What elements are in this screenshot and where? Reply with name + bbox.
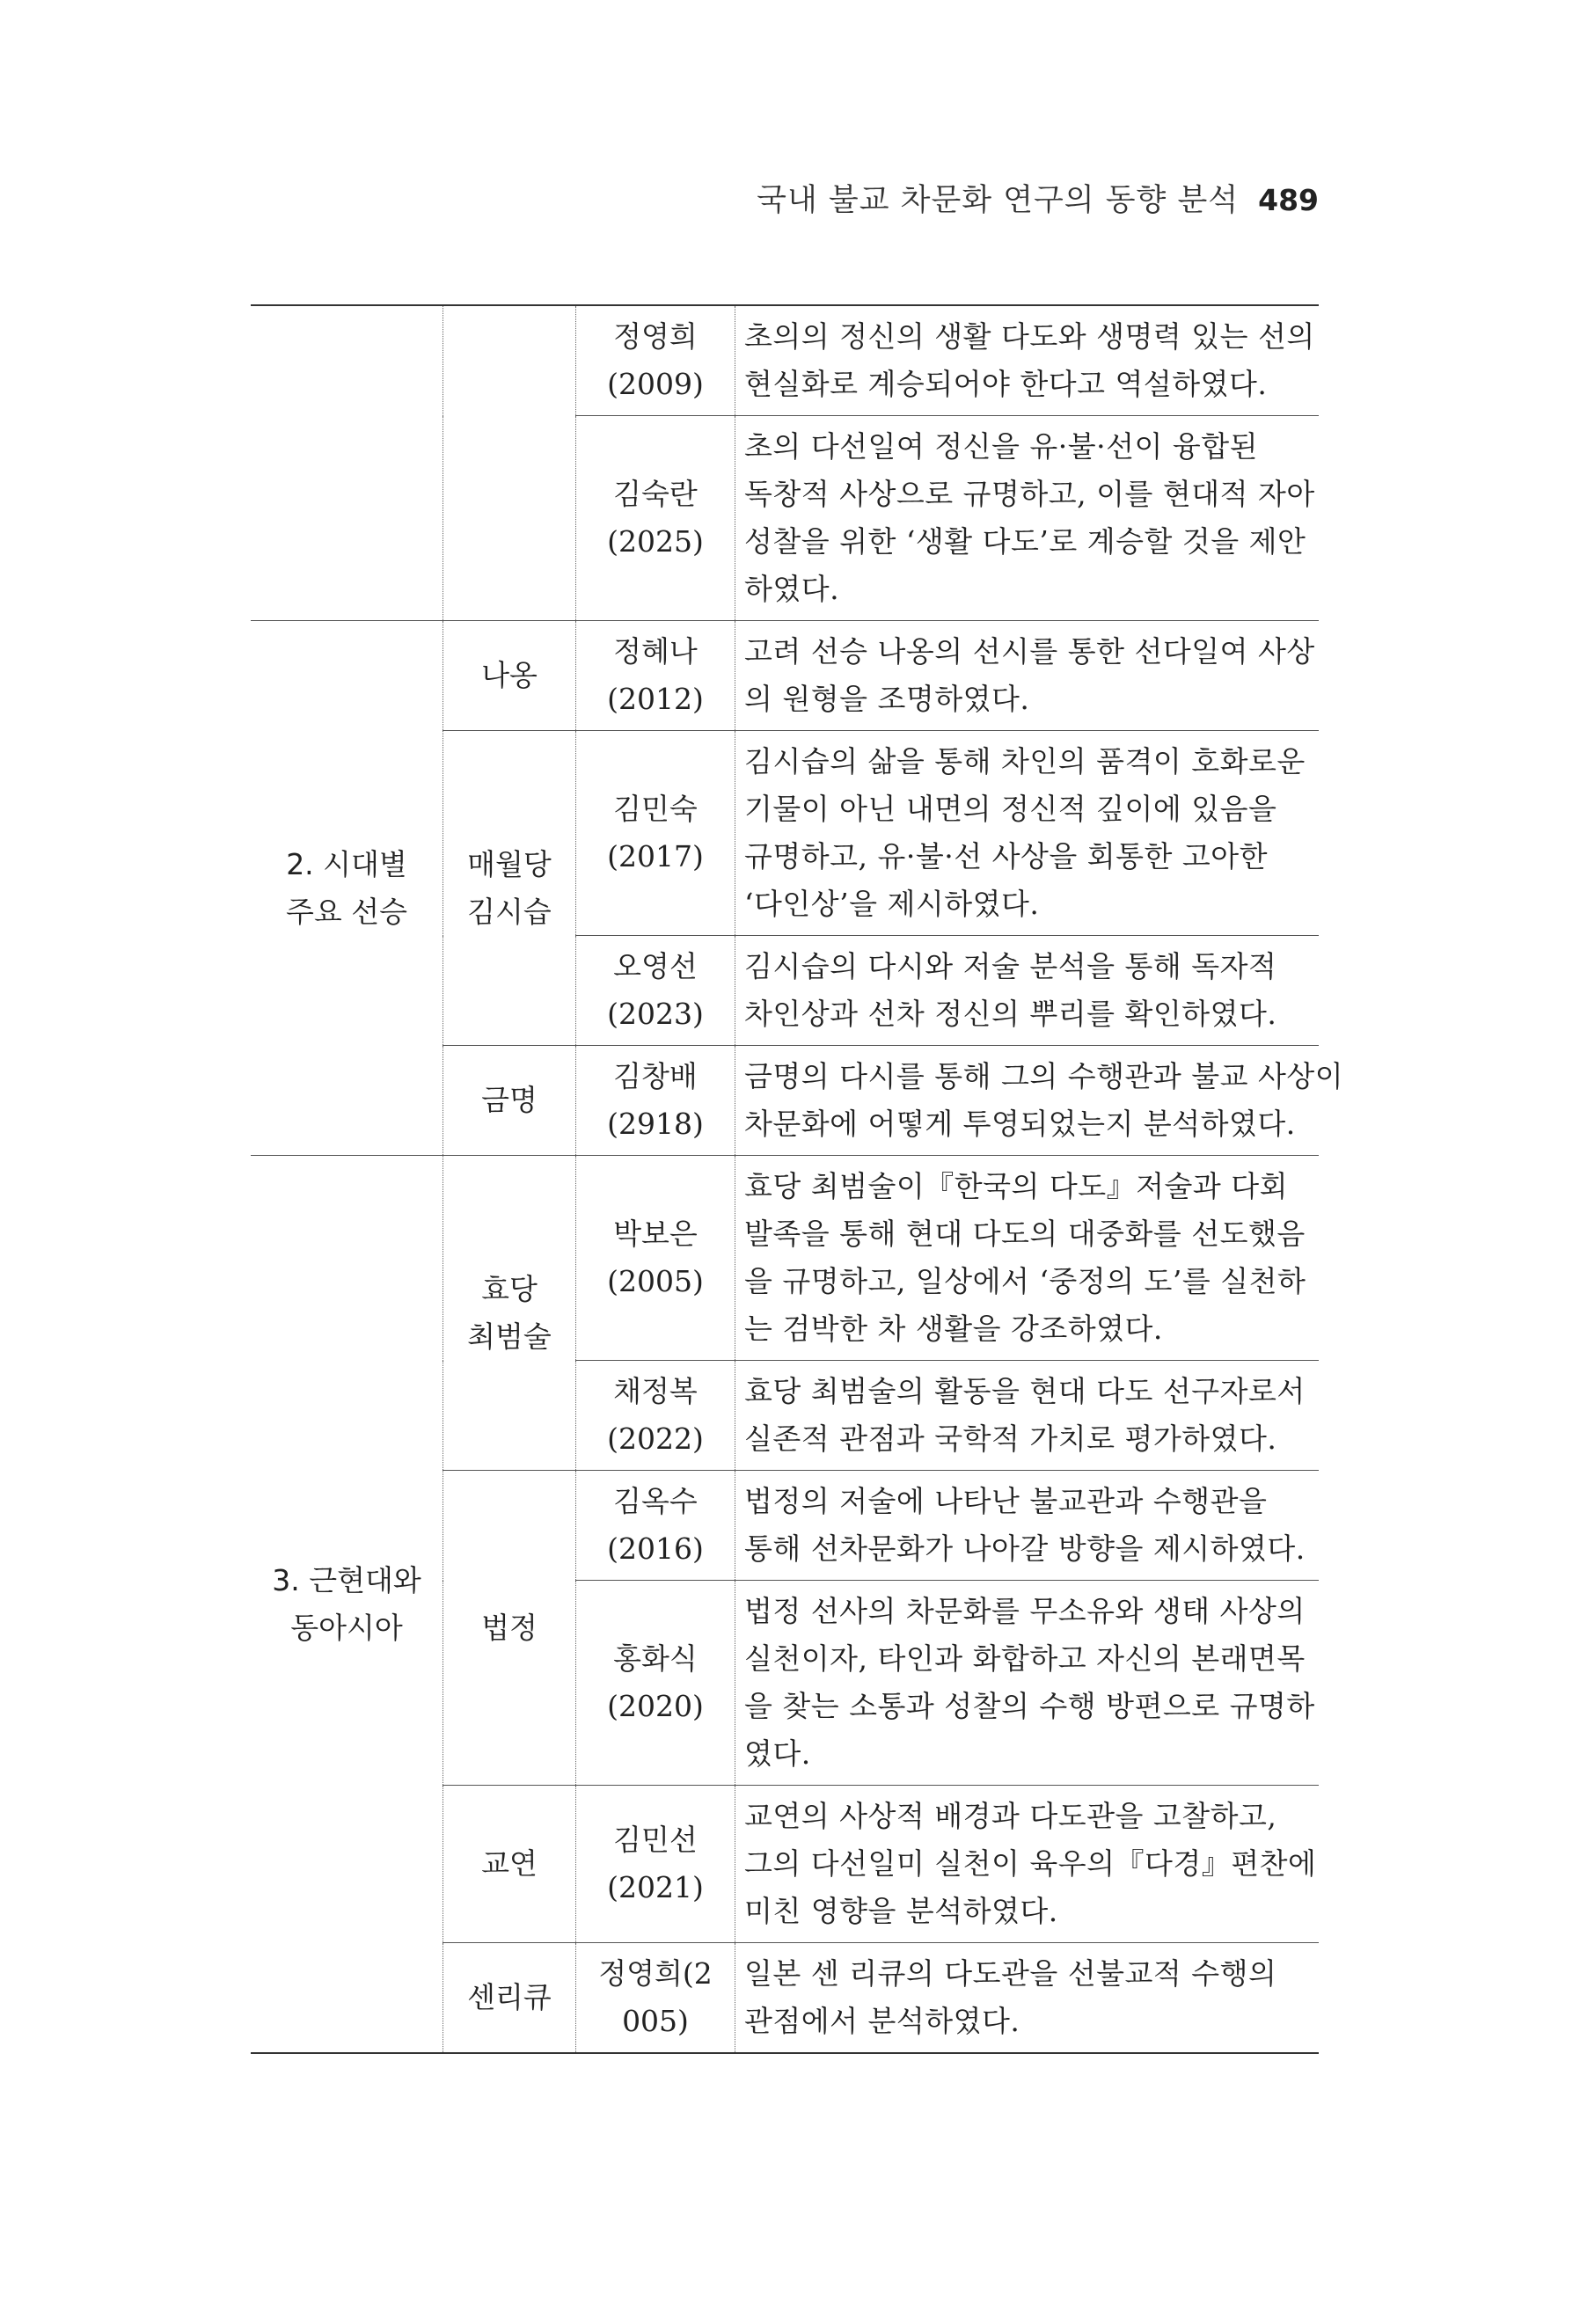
- period-group-cell: 2. 시대별 주요 선승: [251, 621, 443, 1156]
- author-cell: 박보은 (2005): [576, 1156, 735, 1361]
- author-cell: 정혜나 (2012): [576, 621, 735, 731]
- summary-cell: 김시습의 삶을 통해 차인의 품격이 호화로운 기물이 아닌 내면의 정신적 깊이에 있음을 규명하고, 유·불·선 사상을 회통한 고아한 ‘다인상’을 제시하였다.: [735, 731, 1320, 936]
- author-cell: 홍화식 (2020): [576, 1581, 735, 1786]
- summary-cell: 김시습의 다시와 저술 분석을 통해 독자적 차인상과 선차 정신의 뿌리를 확인하였다.: [735, 936, 1320, 1046]
- author-cell: 정영희 (2009): [576, 305, 735, 416]
- summary-cell: 초의의 정신의 생활 다도와 생명력 있는 선의 현실화로 계승되어야 한다고 역설하였다.: [735, 305, 1320, 416]
- page-header: [757, 176, 1319, 220]
- monk-cell: 교연: [443, 1786, 576, 1943]
- author-cell: 김민숙 (2017): [576, 731, 735, 936]
- summary-cell: 법정 선사의 차문화를 무소유와 생태 사상의 실천이자, 타인과 화합하고 자신의 본래면목 을 찾는 소통과 성찰의 수행 방편으로 규명하 였다.: [735, 1581, 1320, 1786]
- author-cell: 오영선 (2023): [576, 936, 735, 1046]
- author-cell: 김민선 (2021): [576, 1786, 735, 1943]
- summary-cell: 효당 최범술의 활동을 현대 다도 선구자로서 실존적 관점과 국학적 가치로 평가하였다.: [735, 1361, 1320, 1471]
- author-cell: 김옥수 (2016): [576, 1471, 735, 1581]
- page-number: 489: [1258, 183, 1319, 217]
- monk-cell: 법정: [443, 1471, 576, 1786]
- period-group-cell: 3. 근현대와 동아시아: [251, 1156, 443, 2054]
- table-row: [251, 305, 1319, 416]
- monk-cell: 나옹: [443, 621, 576, 731]
- summary-cell: 고려 선승 나옹의 선시를 통한 선다일여 사상 의 원형을 조명하였다.: [735, 621, 1320, 731]
- monk-cell: 금명: [443, 1046, 576, 1156]
- monk-cell-empty: [443, 305, 576, 621]
- summary-cell: 법정의 저술에 나타난 불교관과 수행관을 통해 선차문화가 나아갈 방향을 제시하였다.: [735, 1471, 1320, 1581]
- summary-cell: 교연의 사상적 배경과 다도관을 고찰하고, 그의 다선일미 실천이 육우의『다경』편찬에 미친 영향을 분석하였다.: [735, 1786, 1320, 1943]
- author-cell: 김숙란 (2025): [576, 416, 735, 621]
- period-cell-empty: [251, 305, 443, 621]
- summary-cell: 효당 최범술이『한국의 다도』저술과 다회 발족을 통해 현대 다도의 대중화를 선도했음 을 규명하고, 일상에서 ‘중정의 도’를 실천하 는 검박한 차 생활을 강조하였다.: [735, 1156, 1320, 1361]
- monk-cell: 센리큐: [443, 1943, 576, 2054]
- table-row: [251, 621, 1319, 731]
- author-cell: 정영희(2 005): [576, 1943, 735, 2054]
- monk-cell: 매월당 김시습: [443, 731, 576, 1046]
- table-row: [251, 1156, 1319, 1361]
- summary-cell: 금명의 다시를 통해 그의 수행관과 불교 사상이 차문화에 어떻게 투영되었는지 분석하였다.: [735, 1046, 1320, 1156]
- monk-cell: 효당 최범술: [443, 1156, 576, 1471]
- author-cell: 김창배 (2918): [576, 1046, 735, 1156]
- author-cell: 채정복 (2022): [576, 1361, 735, 1471]
- summary-cell: 일본 센 리큐의 다도관을 선불교적 수행의 관점에서 분석하였다.: [735, 1943, 1320, 2054]
- running-title: 국내 불교 차문화 연구의 동향 분석: [757, 183, 1240, 218]
- research-summary-table: [251, 304, 1344, 2054]
- summary-cell: 초의 다선일여 정신을 유·불·선이 융합된 독창적 사상으로 규명하고, 이를 현대적 자아 성찰을 위한 ‘생활 다도’로 계승할 것을 제안 하였다.: [735, 416, 1320, 621]
